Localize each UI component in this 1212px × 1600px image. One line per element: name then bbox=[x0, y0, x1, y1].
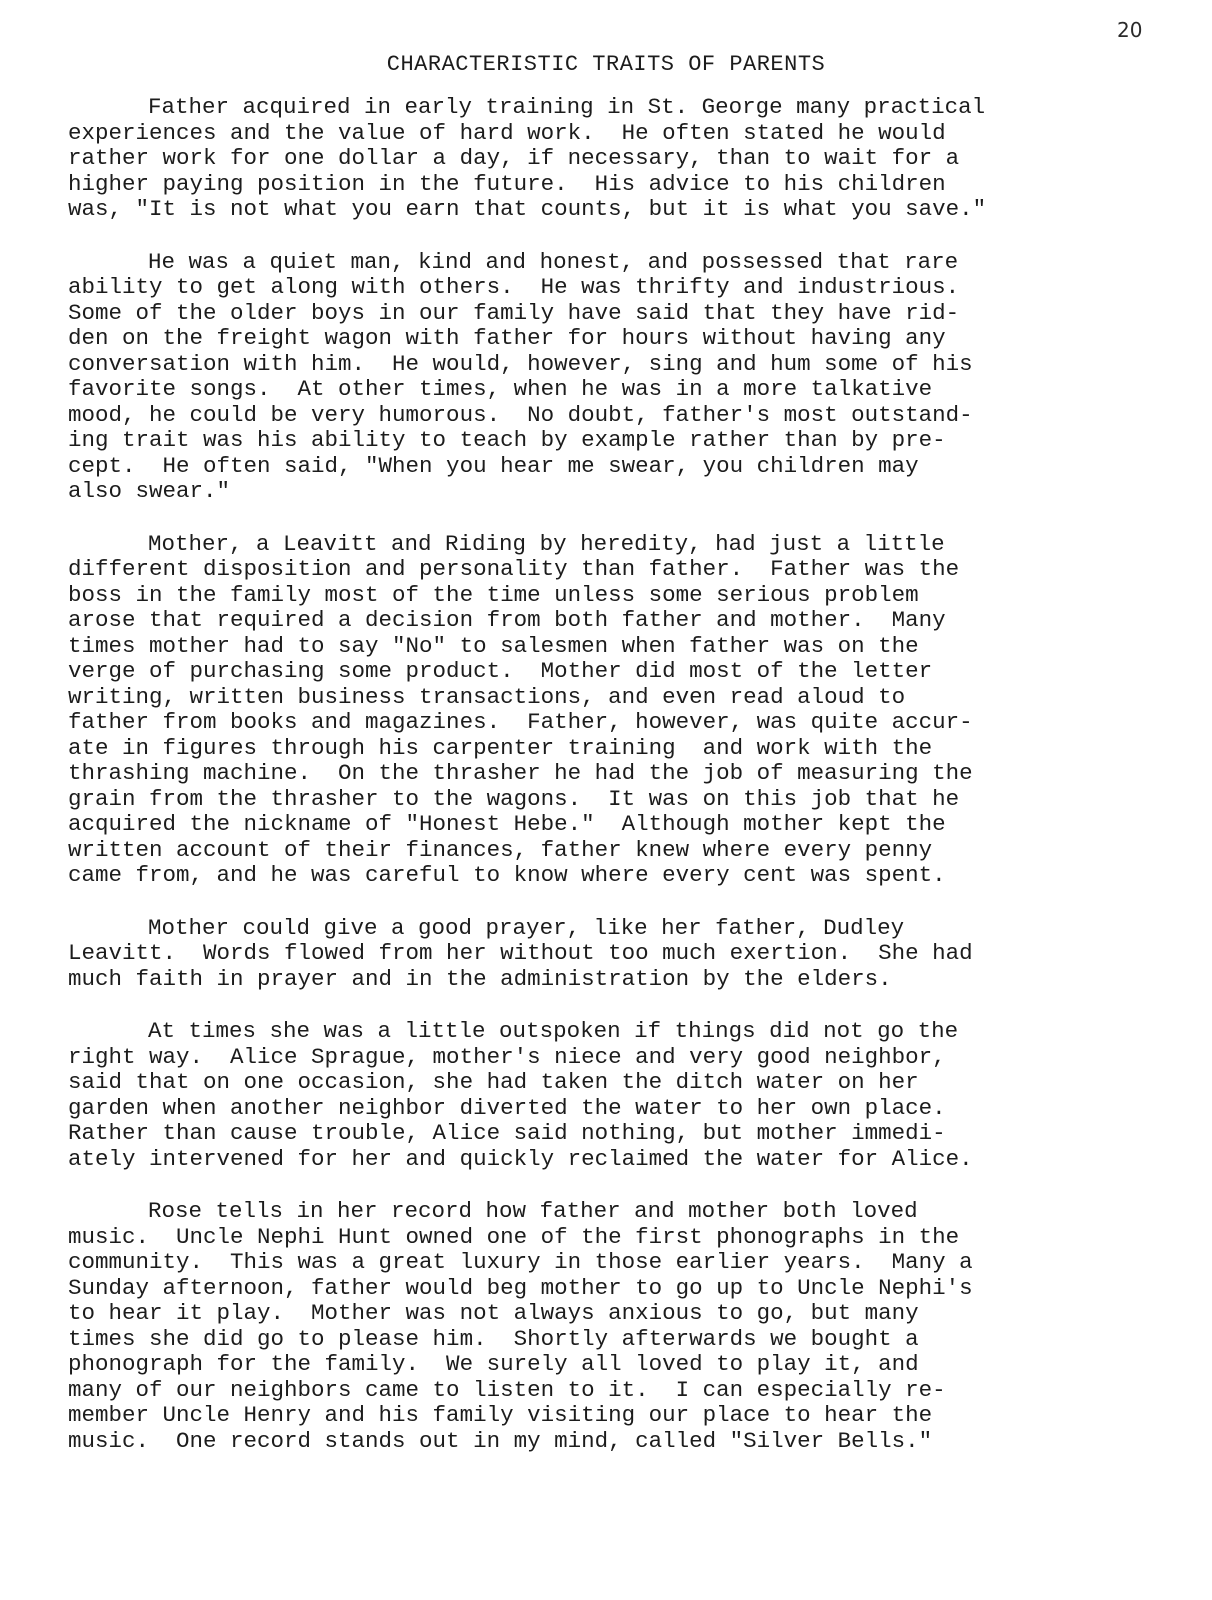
text-line: written account of their finances, father knew where every penny bbox=[68, 836, 933, 863]
text-line: arose that required a decision from both father and mother. Many bbox=[68, 607, 946, 633]
text-line: was, "It is not what you earn that counts, but it is what you save." bbox=[68, 196, 987, 222]
text-line: Father acquired in early training in St. George many practical bbox=[148, 94, 986, 120]
text-line: higher paying position in the future. His advice to his children bbox=[68, 170, 946, 197]
text-line: times she did go to please him. Shortly afterwards we bought a bbox=[68, 1325, 919, 1352]
text-line: rather work for one dollar a day, if necessary, than to wait for a bbox=[68, 145, 960, 171]
text-line: ability to get along with others. He was thrifty and industrious. bbox=[68, 274, 960, 300]
text-line: ing trait was his ability to teach by example rather than by pre- bbox=[68, 427, 946, 453]
text-line: mood, he could be very humorous. No doubt, father's most outstand- bbox=[68, 401, 973, 428]
text-line: Rather than cause trouble, Alice said nothing, but mother immedi- bbox=[68, 1120, 946, 1146]
text-line: community. This was a great luxury in those earlier years. Many a bbox=[68, 1249, 973, 1275]
text-line: member Uncle Henry and his family visiting our place to hear the bbox=[68, 1402, 933, 1428]
text-line: thrashing machine. On the thrasher he had the job of measuring the bbox=[68, 760, 973, 786]
paragraph-music bbox=[68, 1199, 1153, 1454]
text-line: den on the freight wagon with father for hours without having any bbox=[68, 325, 946, 351]
text-line: music. Uncle Nephi Hunt owned one of the first phonographs in the bbox=[68, 1223, 960, 1250]
text-line: to hear it play. Mother was not always anxious to go, but many bbox=[68, 1300, 919, 1326]
text-line: grain from the thrasher to the wagons. It was on this job that he bbox=[68, 785, 960, 812]
paragraph-mother-disposition bbox=[68, 532, 1153, 889]
text-line: Sunday afternoon, father would beg mother to go up to Uncle Nephi's bbox=[68, 1274, 973, 1301]
text-line: much faith in prayer and in the administration by the elders. bbox=[68, 965, 892, 992]
body-text bbox=[68, 95, 1153, 1481]
text-line: Some of the older boys in our family have said that they have rid- bbox=[68, 299, 960, 326]
text-line: acquired the nickname of "Honest Hebe." Although mother kept the bbox=[68, 811, 946, 837]
text-line: writing, written business transactions, and even read aloud to bbox=[68, 683, 906, 710]
paragraph-mother-prayer bbox=[68, 916, 1153, 993]
text-line: times mother had to say "No" to salesmen when father was on the bbox=[68, 632, 919, 659]
text-line: came from, and he was careful to know where every cent was spent. bbox=[68, 862, 946, 888]
text-line: ately intervened for her and quickly reclaimed the water for Alice. bbox=[68, 1145, 973, 1172]
page-title: CHARACTERISTIC TRAITS OF PARENTS bbox=[386, 52, 826, 77]
text-line: cept. He often said, "When you hear me swear, you children may bbox=[68, 452, 919, 479]
paragraph-father-character bbox=[68, 250, 1153, 505]
text-line: verge of purchasing some product. Mother did most of the letter bbox=[68, 658, 933, 684]
text-line: music. One record stands out in my mind, called "Silver Bells." bbox=[68, 1427, 933, 1454]
text-line: favorite songs. At other times, when he was in a more talkative bbox=[68, 376, 933, 402]
text-line: experiences and the value of hard work. He often stated he would bbox=[68, 119, 946, 146]
page-number: 20 bbox=[1117, 18, 1143, 42]
text-line: boss in the family most of the time unless some serious problem bbox=[68, 581, 919, 608]
paragraph-mother-outspoken bbox=[68, 1019, 1153, 1172]
text-line: right way. Alice Sprague, mother's niece and very good neighbor, bbox=[68, 1043, 946, 1070]
text-line: also swear." bbox=[68, 478, 231, 504]
text-line: many of our neighbors came to listen to it. I can especially re- bbox=[68, 1376, 946, 1403]
text-line: Mother, a Leavitt and Riding by heredity, had just a little bbox=[148, 530, 945, 557]
text-line: father from books and magazines. Father, however, was quite accur- bbox=[68, 709, 973, 735]
text-line: Mother could give a good prayer, like her father, Dudley bbox=[148, 914, 905, 941]
text-line: conversation with him. He would, however, sing and hum some of his bbox=[68, 350, 973, 377]
text-line: Rose tells in her record how father and mother both loved bbox=[148, 1198, 918, 1224]
text-line: garden when another neighbor diverted the water to her own place. bbox=[68, 1094, 946, 1121]
paragraph-father-training bbox=[68, 95, 1153, 223]
text-line: ate in figures through his carpenter training and work with the bbox=[68, 734, 933, 761]
text-line: At times she was a little outspoken if things did not go the bbox=[148, 1018, 959, 1044]
text-line: said that on one occasion, she had taken the ditch water on her bbox=[68, 1069, 919, 1095]
text-line: Leavitt. Words flowed from her without too much exertion. She had bbox=[68, 940, 973, 966]
text-line: He was a quiet man, kind and honest, and possessed that rare bbox=[148, 248, 959, 275]
text-line: different disposition and personality than father. Father was the bbox=[68, 556, 960, 582]
text-line: phonograph for the family. We surely all loved to play it, and bbox=[68, 1351, 919, 1377]
